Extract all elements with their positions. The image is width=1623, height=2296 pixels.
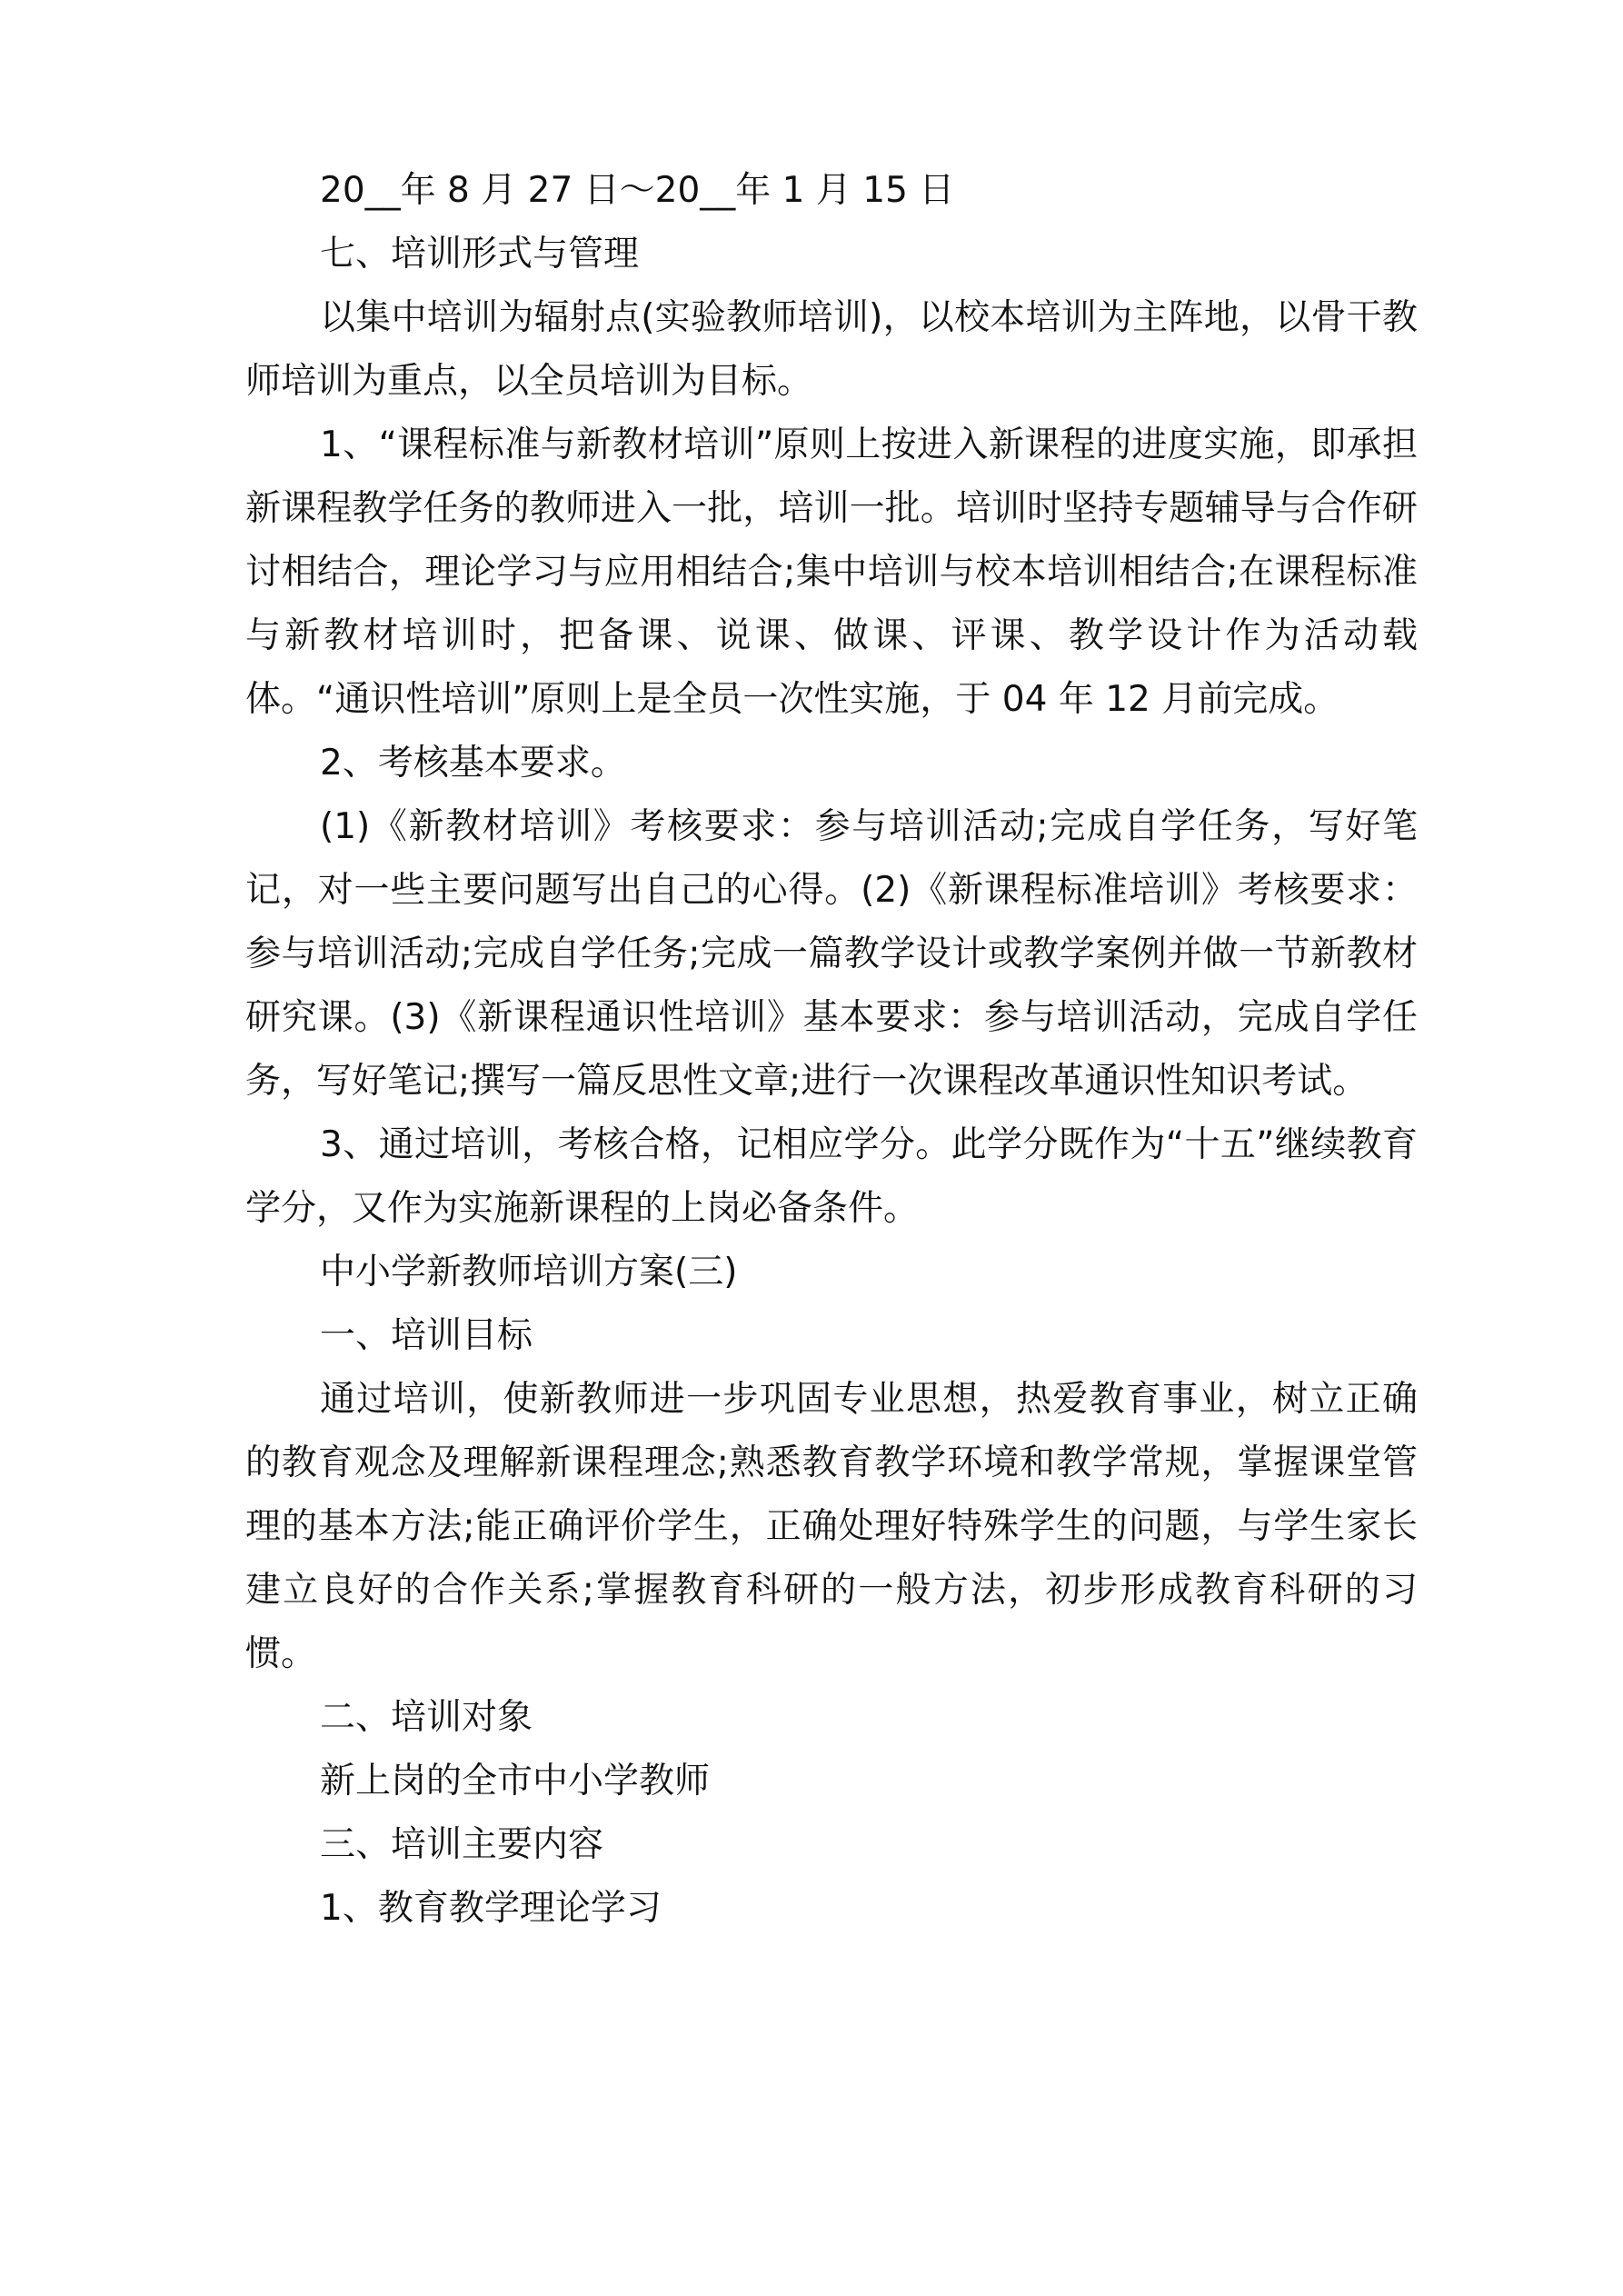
section-heading-training-format: 七、培训形式与管理 (320, 234, 640, 275)
date-range-line: 20__年 8 月 27 日～20__年 1 月 15 日 (320, 170, 955, 211)
paragraph-goals: 通过培训，使新教师进一步巩固专业思想，热爱教育事业，树立正确的教育观念及理解新课程理念;熟悉教育教学环境和教学常规，掌握课堂管理的基本方法;能正确评价学生，正确处理好特殊学生的问题，与学生家长建立良好的合作关系;掌握教育科研的一般方法，初步形成教育科研的习惯。 (245, 1379, 1418, 1674)
section-heading-content: 三、培训主要内容 (320, 1824, 604, 1865)
section-heading-goals: 一、培训目标 (320, 1315, 533, 1356)
document-page (245, 159, 1418, 1941)
paragraph-credits: 3、通过培训，考核合格，记相应学分。此学分既作为“十五”继续教育学分，又作为实施新课程的上岗必备条件。 (245, 1124, 1418, 1229)
paragraph-curriculum-training: 1、“课程标准与新教材培训”原则上按进入新课程的进度实施，即承担新课程教学任务的教师进入一批，培训一批。培训时坚持专题辅导与合作研讨相结合，理论学习与应用相结合;集中培训与校本培训相结合;在课程标准与新教材培训时，把备课、说课、做课、评课、教学设计作为活动载体。“通识性培训”原则上是全员一次性实施，于 04 年 12 月前完成。 (245, 424, 1418, 720)
section-heading-targets: 二、培训对象 (320, 1697, 533, 1738)
paragraph-targets: 新上岗的全市中小学教师 (320, 1761, 711, 1802)
plan-title: 中小学新教师培训方案(三) (320, 1252, 738, 1293)
list-item-theory-study: 1、教育教学理论学习 (320, 1888, 662, 1929)
paragraph-training-focus: 以集中培训为辐射点(实验教师培训)，以校本培训为主阵地，以骨干教师培训为重点，以全员培训为目标。 (245, 297, 1418, 402)
paragraph-assessment-requirements: (1)《新教材培训》考核要求：参与培训活动;完成自学任务，写好笔记，对一些主要问题写出自己的心得。(2)《新课程标准培训》考核要求：参与培训活动;完成自学任务;完成一篇教学设计或教学案例并做一节新教材研究课。(3)《新课程通识性培训》基本要求：参与培训活动，完成自学任务，写好笔记;撰写一篇反思性文章;进行一次课程改革通识性知识考试。 (245, 806, 1418, 1102)
subheading-assessment: 2、考核基本要求。 (320, 743, 626, 784)
